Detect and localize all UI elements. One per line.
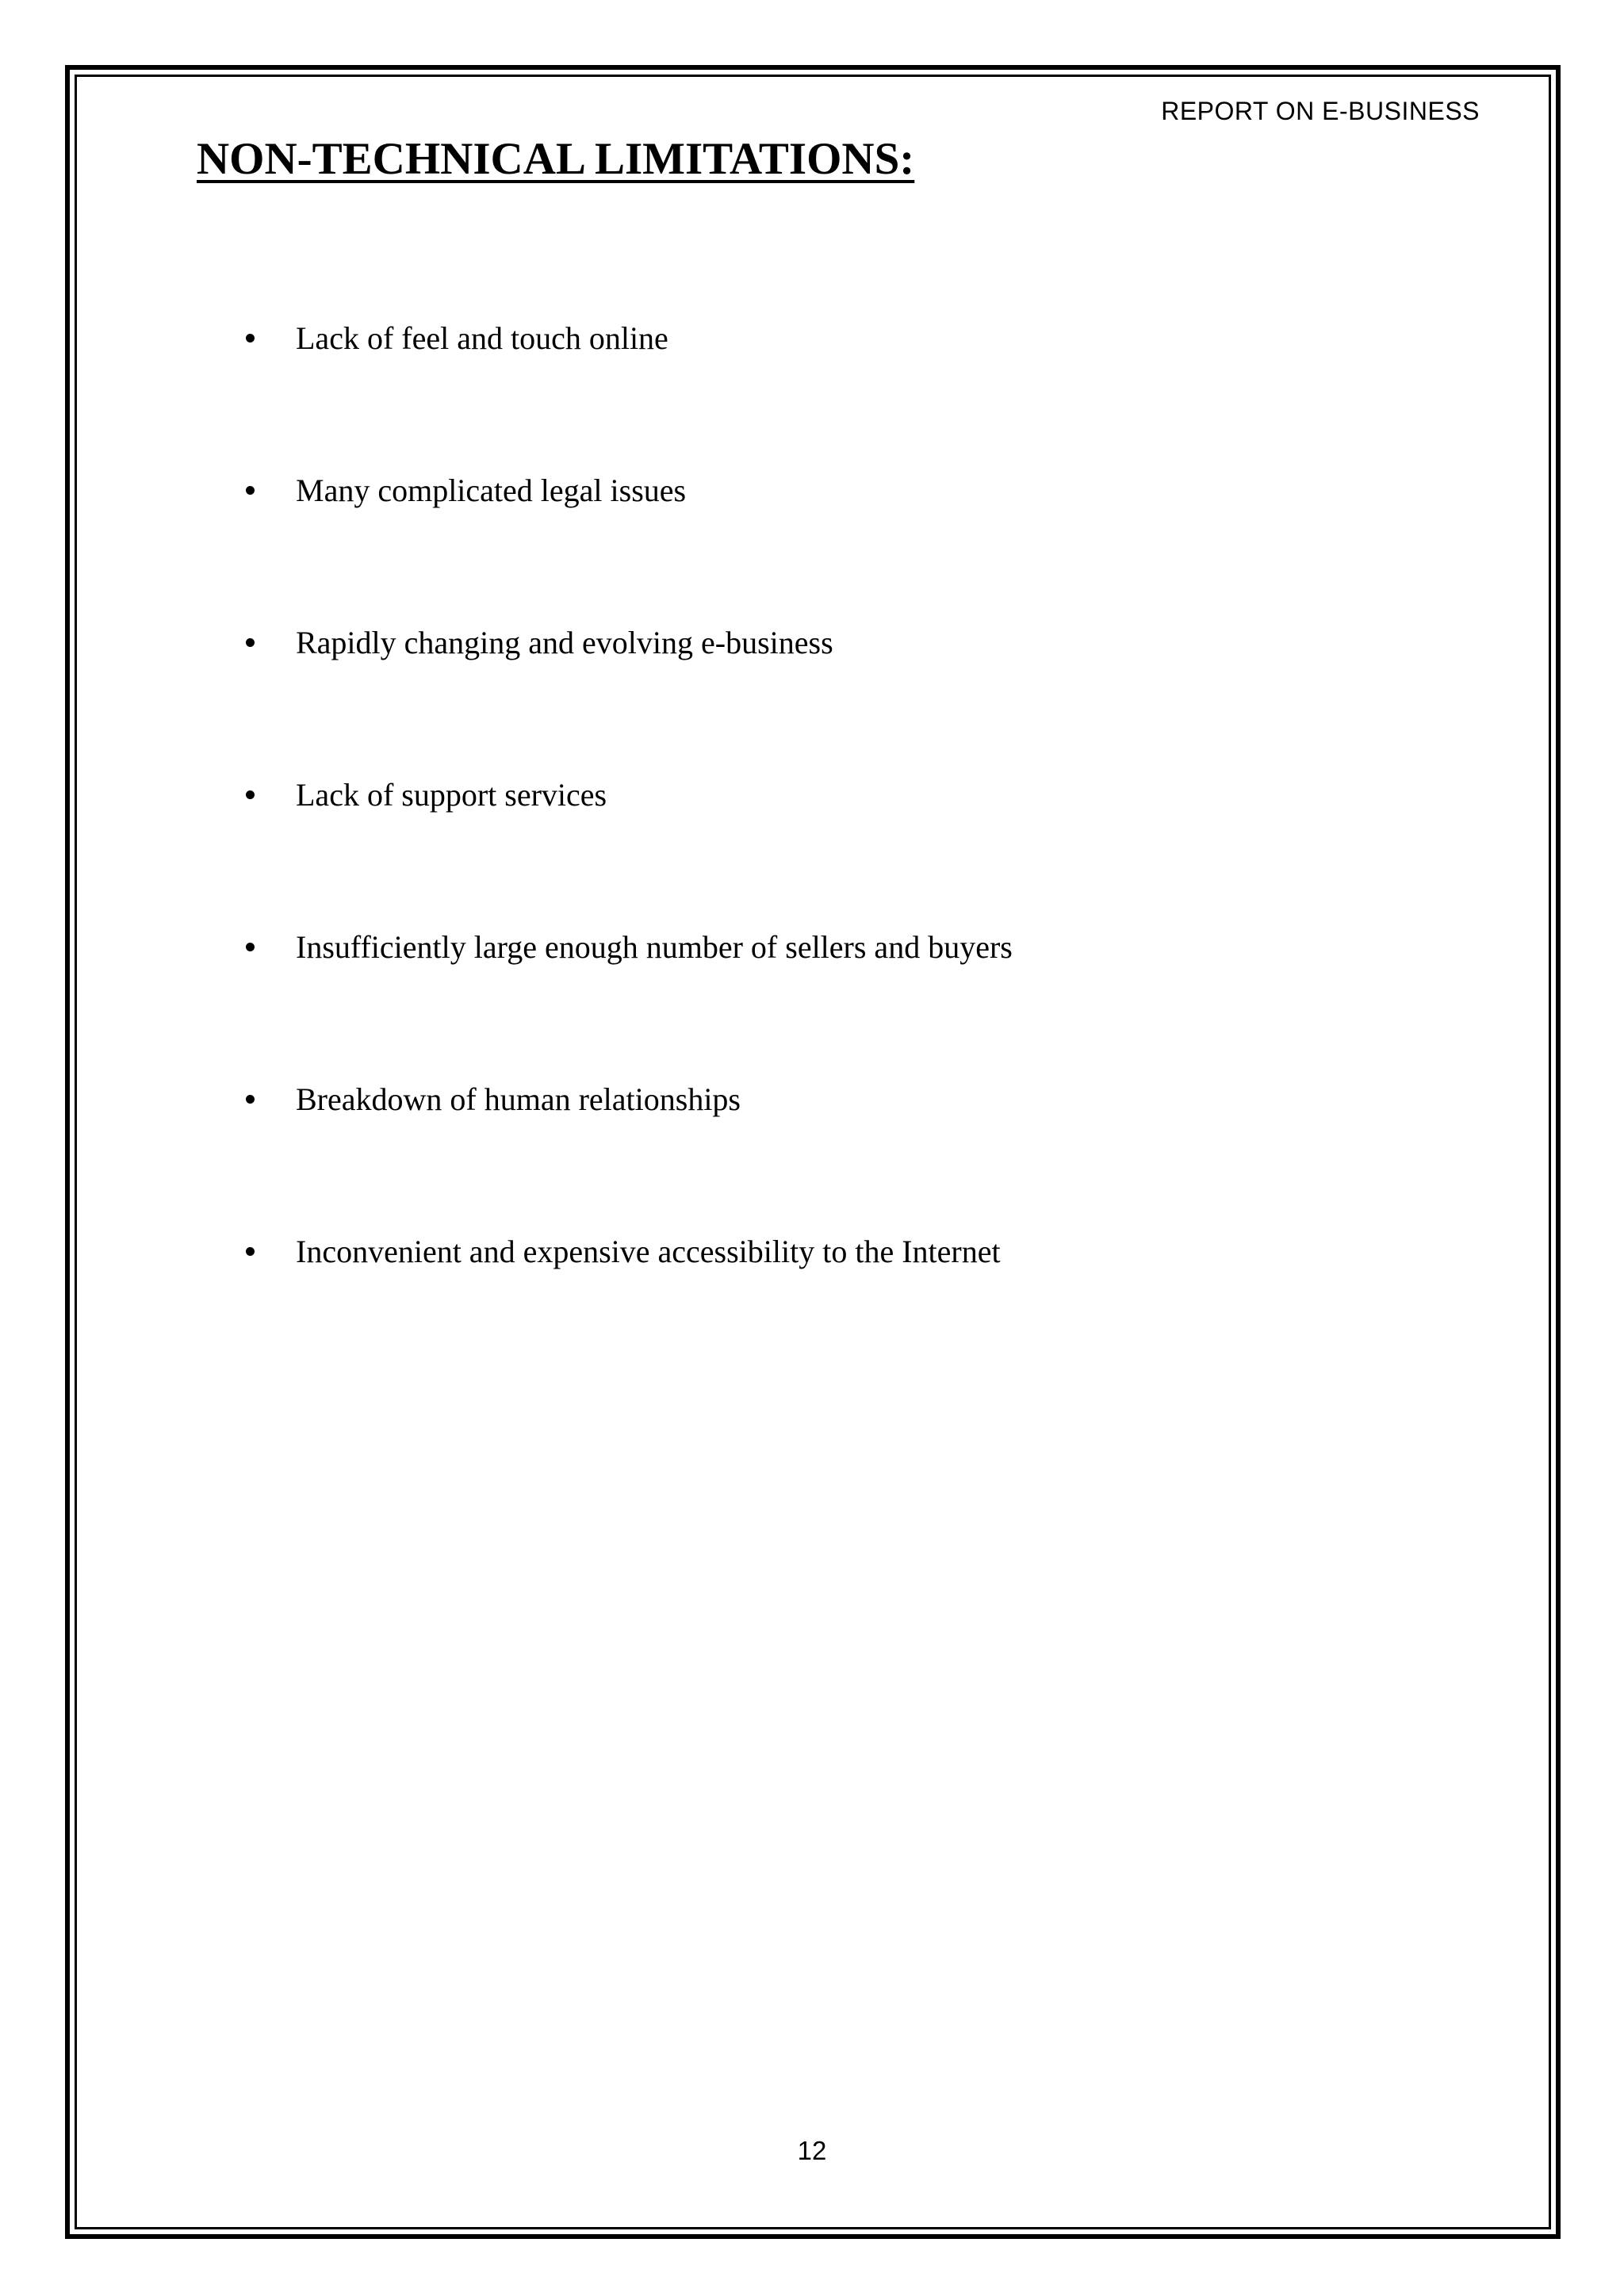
list-item-text: Lack of feel and touch online	[296, 320, 668, 356]
list-item	[246, 771, 607, 818]
list-item	[246, 1075, 741, 1123]
list-item-text: Many complicated legal issues	[296, 472, 687, 508]
list-item	[246, 1227, 1001, 1275]
bullet-icon	[246, 334, 255, 342]
page-title: NON-TECHNICAL LIMITATIONS:	[197, 134, 915, 184]
list-item	[246, 618, 833, 666]
list-item-text: Inconvenient and expensive accessibility to the Internet	[296, 1233, 1001, 1269]
bullet-icon	[246, 1247, 255, 1256]
bullet-icon	[246, 1095, 255, 1104]
running-header: REPORT ON E-BUSINESS	[1161, 97, 1480, 125]
list-item-text: Breakdown of human relationships	[296, 1081, 741, 1117]
list-item-text: Lack of support services	[296, 776, 607, 813]
bullet-icon	[246, 638, 255, 647]
page-number: 12	[797, 2136, 827, 2165]
bullet-icon	[246, 943, 255, 951]
bullet-icon	[246, 790, 255, 799]
list-item	[246, 466, 686, 514]
page-border-inner	[75, 75, 1551, 2229]
list-item-text: Rapidly changing and evolving e-business	[296, 624, 833, 660]
list-item-text: Insufficiently large enough number of sellers and buyers	[296, 928, 1013, 965]
list-item	[246, 923, 1013, 970]
list-item	[246, 314, 668, 362]
bullet-icon	[246, 486, 255, 495]
